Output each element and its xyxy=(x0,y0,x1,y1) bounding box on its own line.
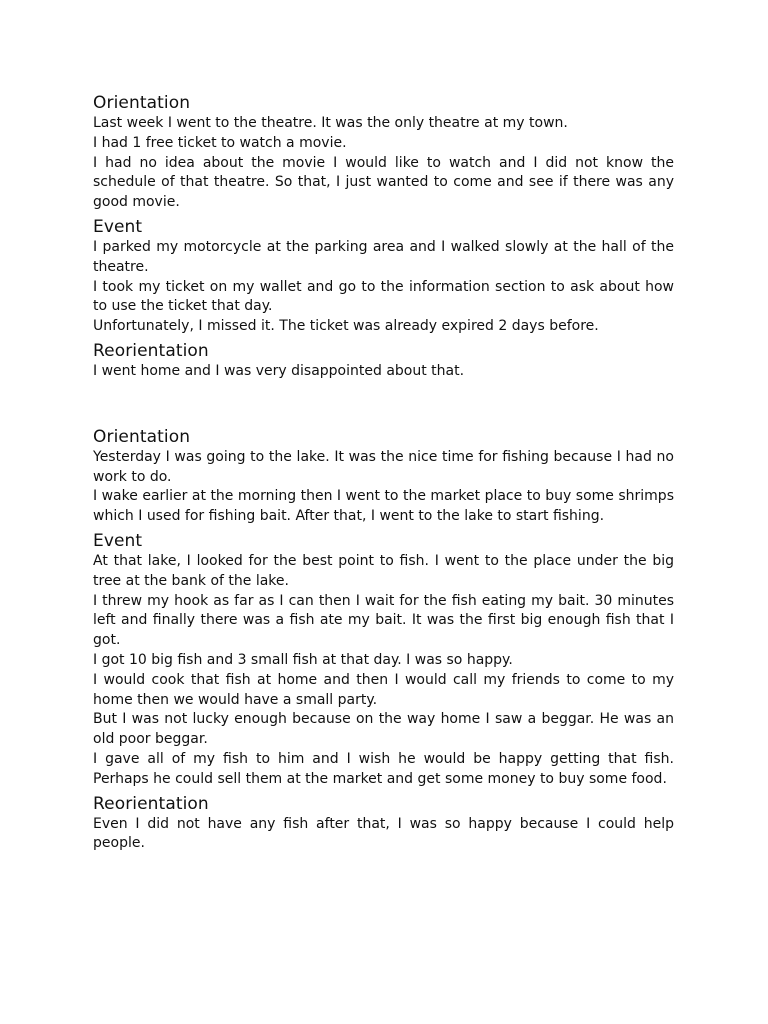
paragraph: I gave all of my fish to him and I wish he would be happy getting that fish. Perhaps he could sell them at the market and get some money to buy some food. xyxy=(93,750,674,787)
story-theatre xyxy=(93,92,674,382)
document-page xyxy=(93,92,674,857)
section-heading: Event xyxy=(93,216,143,237)
paragraph: I would cook that fish at home and then I would call my friends to come to my home then we would have a small party. xyxy=(93,671,674,708)
paragraph: I wake earlier at the morning then I went to the market place to buy some shrimps which I used for fishing bait. After that, I went to the lake to start fishing. xyxy=(93,488,674,525)
section-reorientation xyxy=(93,340,674,382)
paragraph: Yesterday I was going to the lake. It was the nice time for fishing because I had no work to do. xyxy=(93,448,674,485)
paragraph: I went home and I was very disappointed about that. xyxy=(93,362,465,379)
story-fishing xyxy=(93,426,674,854)
paragraph: But I was not lucky enough because on the way home I saw a beggar. He was an old poor beggar. xyxy=(93,711,674,748)
paragraph: I had 1 free ticket to watch a movie. xyxy=(93,134,347,151)
section-event xyxy=(93,530,674,790)
paragraph: I parked my motorcycle at the parking area and I walked slowly at the hall of the theatre. xyxy=(93,238,674,275)
paragraph: Unfortunately, I missed it. The ticket was already expired 2 days before. xyxy=(93,318,599,335)
section-heading: Orientation xyxy=(93,93,191,113)
section-heading: Reorientation xyxy=(93,793,209,814)
paragraph: At that lake, I looked for the best point to fish. I went to the place under the big tree at the bank of the lake. xyxy=(93,552,674,589)
paragraph: I had no idea about the movie I would like to watch and I did not know the schedule of that theatre. So that, I just wanted to come and see if there was any good movie. xyxy=(93,154,674,211)
paragraph: I took my ticket on my wallet and go to the information section to ask about how to use the ticket that day. xyxy=(93,278,674,315)
section-orientation xyxy=(93,426,674,527)
section-heading: Reorientation xyxy=(93,340,209,361)
paragraph: Last week I went to the theatre. It was the only theatre at my town. xyxy=(93,115,568,131)
section-reorientation xyxy=(93,793,674,855)
paragraph: Even I did not have any fish after that, I was so happy because I could help people. xyxy=(93,815,674,852)
paragraph: I got 10 big fish and 3 small fish at that day. I was so happy. xyxy=(93,651,513,668)
section-orientation xyxy=(93,92,674,213)
section-heading: Orientation xyxy=(93,426,191,447)
paragraph: I threw my hook as far as I can then I wait for the fish eating my bait. 30 minutes left and finally there was a fish ate my bait. It was the first big enough fish that I got. xyxy=(93,592,674,649)
section-heading: Event xyxy=(93,530,143,551)
section-event xyxy=(93,216,674,337)
